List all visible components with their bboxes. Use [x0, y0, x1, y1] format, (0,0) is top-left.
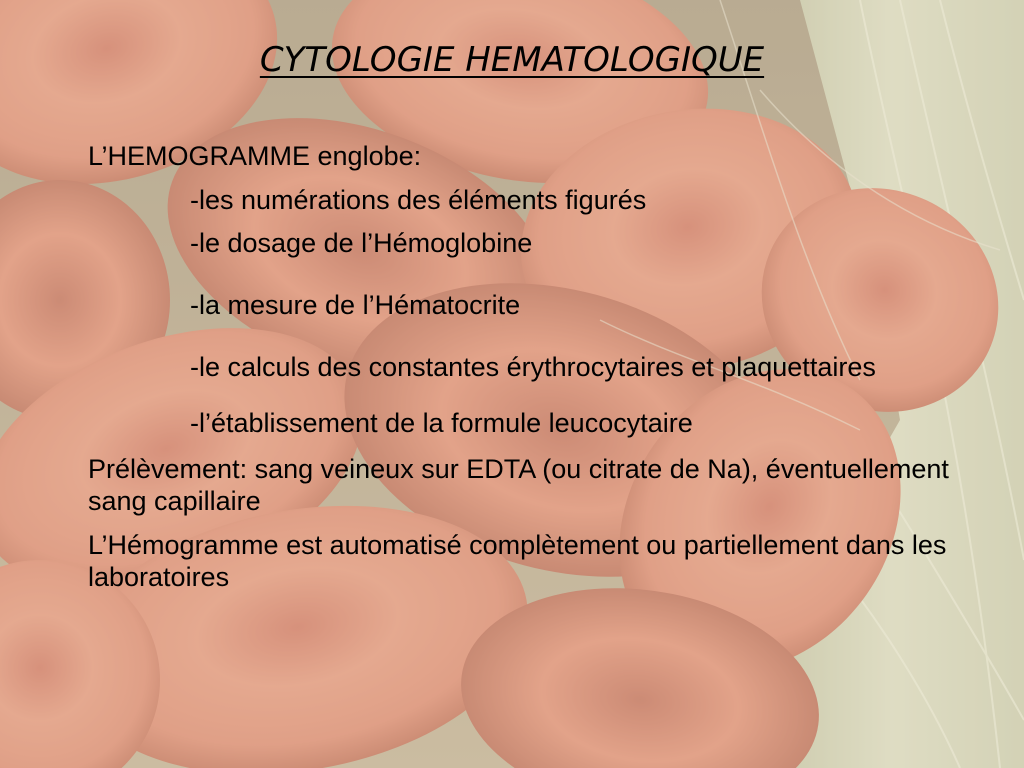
list-item: -la mesure de l’Hématocrite [190, 290, 521, 320]
slide-title [0, 40, 1024, 80]
slide-title-text: CYTOLOGIE HEMATOLOGIQUE [259, 40, 765, 80]
list-item: -l’établissement de la formule leucocytaire [190, 408, 693, 438]
slide-body [88, 140, 968, 605]
prelevement-text: Prélèvement: sang veineux sur EDTA (ou citrate de Na), éventuellement sang capillaire [88, 454, 949, 516]
list-item: -le dosage de l’Hémoglobine [190, 228, 533, 258]
list-item: -le calculs des constantes érythrocytaires et plaquettaires [190, 352, 876, 382]
automation-text: L’Hémogramme est automatisé complètement ou partiellement dans les laboratoires [88, 530, 947, 592]
intro-text: L’HEMOGRAMME englobe: [88, 141, 422, 171]
list-item: -les numérations des éléments figurés [190, 185, 647, 215]
